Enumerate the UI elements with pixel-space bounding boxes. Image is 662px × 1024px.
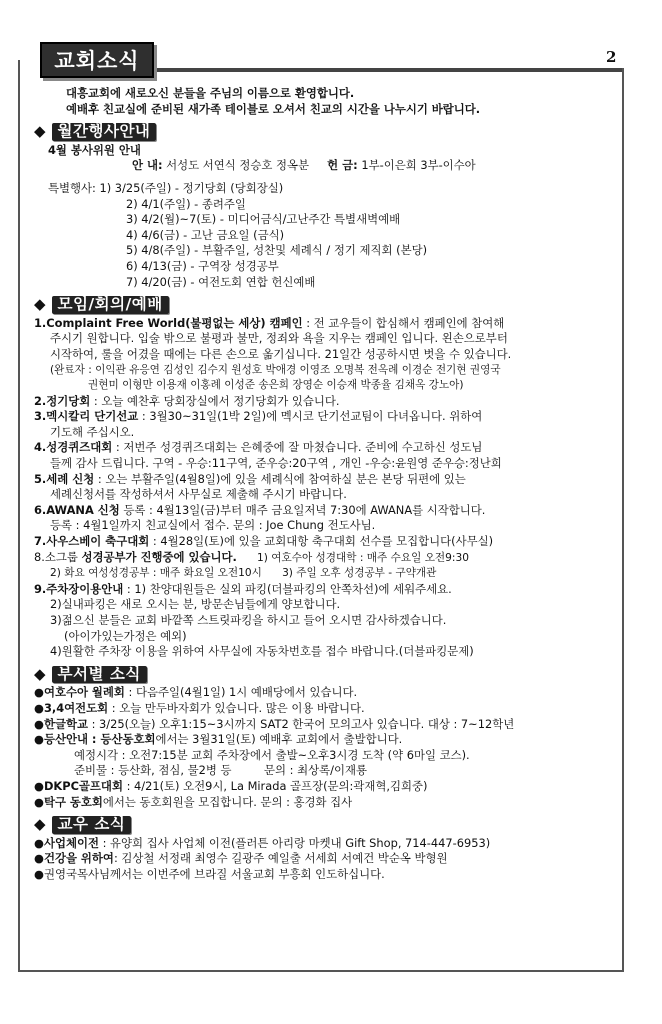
diamond-icon: ◆ — [34, 815, 46, 834]
section-title: 모임/회의/예배 — [52, 296, 169, 314]
diamond-icon: ◆ — [34, 664, 46, 683]
department-item-line: 예정시각 : 오전7:15분 교회 주차장에서 출발~오후3시경 도착 (약 6마일 코스). — [74, 747, 470, 762]
section-members-header — [34, 816, 620, 834]
volunteer-line: 안 내: 서성도 서연식 정승호 정옥분 헌 금: 1부-이은희 3부-이수아 — [132, 158, 476, 173]
department-item: ●DKPC골프대회 : 4/21(토) 오전9시, La Mirada 골프장(문의:곽재혁,김희중) — [34, 778, 428, 793]
meeting-item-9-line: (아이가있는가정은 예외) — [64, 628, 187, 643]
department-item: ●등산안내 : 등산동호회에서는 3월31일(토) 예배후 교회에서 출발합니다. — [34, 732, 403, 747]
page-frame-right — [622, 68, 624, 972]
meeting-item-4: 4.성경퀴즈대회 : 저번주 성경퀴즈대회는 은혜중에 잘 마쳤습니다. 준비에 수고하신 성도님 — [34, 440, 483, 455]
meeting-item-3-line: 기도해 주십시오. — [50, 424, 135, 439]
meeting-item-4-line: 들께 감사 드립니다. 구역 - 우승:11구역, 준우승:20구역 , 개인 -우승:윤원영 준우승:정난희 — [50, 456, 502, 471]
page-title: 교회소식 — [40, 42, 154, 78]
meeting-item-1-line: 시작하여, 룰을 어겼을 때에는 다른 손으로 옮기십니다. 21일간 성공하시면 벗을 수 있습니다. — [50, 346, 512, 361]
meeting-item-3: 3.멕시칼리 단기선교 : 3월30~31일(1박 2일)에 멕시코 단기선교팀이 다녀옵니다. 위하여 — [34, 409, 483, 424]
department-item: ●여호수아 월례회 : 다음주일(4월1일) 1시 예배당에서 있습니다. — [34, 685, 358, 700]
meeting-item-6: 6.AWANA 신청 등록 : 4월13일(금)부터 매주 금요일저녁 7:30에 AWANA를 시작합니다. — [34, 502, 486, 517]
meeting-item-1-line: 권현미 이형만 이용재 이홍례 이성준 송은희 장영순 이승재 박종율 김채옥 강노아) — [88, 379, 464, 392]
bulletin-content — [34, 86, 620, 883]
meeting-item-9-line: 4)원활한 주차장 이용을 위하여 사무실에 자동차번호를 접수 바랍니다.(더블파킹문제) — [50, 644, 474, 659]
meeting-item-7: 7.사우스베이 축구대회 : 4월28일(토)에 있을 교회대항 축구대회 선수를 모집합니다(사무실) — [34, 534, 494, 549]
page-frame-left — [18, 60, 20, 972]
department-item: ●탁구 동호회에서는 동호회원을 모집합니다. 문의 : 홍경화 집사 — [34, 794, 353, 809]
volunteer-heading: 4월 봉사위원 안내 — [48, 142, 141, 157]
section-departments-header — [34, 666, 620, 684]
meeting-item-9-line: 3)젊으신 분들은 교회 바깥쪽 스트릿파킹을 하시고 들어 오시면 감사하겠습니다. — [50, 613, 447, 627]
page-number: 2 — [606, 48, 617, 66]
special-event: 4) 4/6(금) - 고난 금요일 (금식) — [126, 227, 285, 242]
special-events-first: 특별행사: 1) 3/25(주일) - 정기당회 (당회장실) — [48, 180, 284, 195]
member-item: ●사업체이전 : 유양희 집사 사업체 이전(플러튼 아리랑 마켓내 Gift Shop, 714-447-6953) — [34, 835, 491, 850]
department-item-line: 준비물 : 등산화, 점심, 물2병 등 문의 : 최상록/이재룡 — [74, 763, 367, 778]
meeting-item-1-line: (완료자 : 이익관 유응연 김성인 김수지 원성호 박애경 이영조 오명복 전옥례 이경순 전기현 권영국 — [50, 363, 501, 376]
section-meetings-header — [34, 296, 620, 314]
meeting-item-9: 9.주차장이용안내 : 1) 찬양대원들은 실외 파킹(더블파킹의 안쪽차선)에 세워주세요. — [34, 581, 452, 596]
special-event: 7) 4/20(금) - 여전도회 연합 헌신예배 — [126, 274, 316, 289]
diamond-icon: ◆ — [34, 122, 46, 141]
section-monthly-header — [34, 123, 620, 141]
meeting-item-8-line: 2) 화요 여성성경공부 : 매주 화요일 오전10시 3) 주일 오후 성경공부 - 구약개관 — [50, 567, 437, 580]
meeting-item-8: 8.소그룹 성경공부가 진행중에 있습니다. 1) 여호수아 성경대학 : 매주 수요일 오전9:30 — [34, 549, 469, 564]
intro-line: 예배후 친교실에 준비된 새가족 테이블로 오셔서 친교의 시간을 나누시기 바랍니다. — [66, 101, 481, 116]
section-title: 교우 소식 — [52, 816, 132, 834]
meeting-item-1: 1.Complaint Free World(불평없는 세상) 캠페인 : 전 교우들이 합심해서 캠페인에 참여해 — [34, 315, 505, 330]
member-item: ●권영국목사님께서는 이번주에 브라질 서울교회 부흥회 인도하십니다. — [34, 866, 385, 881]
member-item: ●건강을 위하여: 김상철 서정래 최영수 길광주 예일출 서세희 서예건 박순옥 박형원 — [34, 851, 448, 866]
page-frame-bottom — [18, 970, 624, 972]
section-title: 부서별 소식 — [52, 666, 147, 684]
department-item: ●한글학교 : 3/25(오늘) 오후1:15~3시까지 SAT2 한국어 모의고사 있습니다. 대상 : 7~12학년 — [34, 716, 515, 731]
meeting-item-2: 2.정기당회 : 오늘 예찬후 당회장실에서 정기당회가 있습니다. — [34, 393, 340, 408]
meeting-item-1-line: 주시기 원합니다. 입술 밖으로 불평과 불만, 정죄와 욕을 지우는 캠페인 입니다. 왼손으로부터 — [50, 331, 508, 346]
special-event: 2) 4/1(주일) - 종려주일 — [126, 196, 246, 211]
page-frame-top — [150, 68, 624, 72]
special-event: 5) 4/8(주일) - 부활주일, 성찬및 세례식 / 정기 제직회 (본당) — [126, 243, 428, 258]
meeting-item-9-line: 2)실내파킹은 새로 오시는 분, 방문손님들에게 양보합니다. — [50, 597, 341, 612]
intro-line: 대흥교회에 새로오신 분들을 주님의 이름으로 환영합니다. — [66, 86, 355, 100]
meeting-item-6-line: 등록 : 4월1일까지 친교실에서 접수. 문의 : Joe Chung 전도사님. — [50, 518, 376, 533]
special-event: 3) 4/2(월)~7(토) - 미디어금식/고난주간 특별새벽예배 — [126, 212, 401, 227]
special-event: 6) 4/13(금) - 구역장 성경공부 — [126, 258, 279, 273]
department-item: ●3,4여전도회 : 오늘 만두바자회가 있습니다. 많은 이용 바랍니다. — [34, 700, 365, 715]
section-title: 월간행사안내 — [52, 123, 157, 141]
meeting-item-5: 5.세례 신청 : 오는 부활주일(4월8일)에 있을 세례식에 참여하실 분은 본당 뒤편에 있는 — [34, 471, 466, 486]
diamond-icon: ◆ — [34, 295, 46, 314]
meeting-item-5-line: 세례신청서를 작성하셔서 사무실로 제출해 주시기 바랍니다. — [50, 487, 347, 502]
